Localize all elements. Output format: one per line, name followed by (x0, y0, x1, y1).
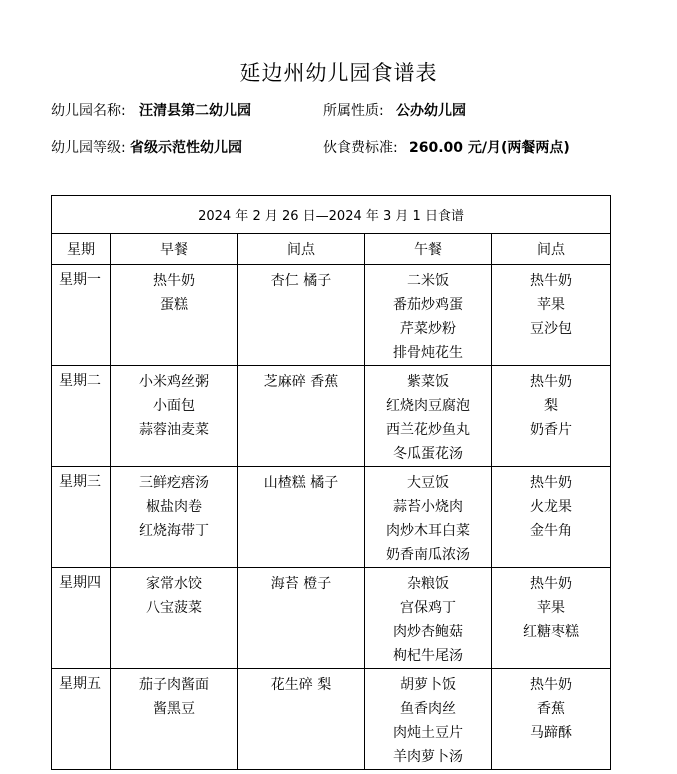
breakfast-cell (111, 366, 238, 467)
dish-item: 酱黑豆 (153, 701, 195, 717)
dish-item: 八宝菠菜 (146, 600, 202, 616)
meal-fee-value: 260.00 元/月(两餐两点) (409, 140, 570, 156)
day-cell: 星期二 (52, 366, 111, 467)
dish-item: 小面包 (153, 398, 195, 414)
dish-item: 苹果 (537, 600, 566, 616)
dish-item: 番茄炒鸡蛋 (393, 297, 463, 313)
table-row (52, 265, 611, 366)
ownership-type-value: 公办幼儿园 (396, 103, 466, 119)
dish-item: 二米饭 (407, 273, 449, 289)
breakfast-cell (111, 467, 238, 568)
dish-item: 宫保鸡丁 (400, 600, 456, 616)
dish-item: 蛋糕 (160, 297, 188, 313)
dish-item: 热牛奶 (530, 273, 573, 289)
kindergarten-name-label: 幼儿园名称: (51, 103, 126, 119)
header-lunch: 午餐 (365, 234, 492, 265)
header-morning-snack: 间点 (238, 234, 365, 265)
lunch-cell (365, 568, 492, 669)
afternoon-snack-cell (492, 669, 611, 770)
dish-item: 羊肉萝卜汤 (393, 749, 463, 765)
breakfast-cell (111, 669, 238, 770)
dish-item: 三鲜疙瘩汤 (139, 475, 209, 491)
table-row (52, 568, 611, 669)
dish-item: 奶香片 (530, 422, 573, 438)
page-title: 延边州幼儿园食谱表 (239, 61, 438, 85)
dish-item: 小米鸡丝粥 (139, 374, 209, 390)
table-caption-row (52, 196, 611, 234)
afternoon-snack-cell (492, 568, 611, 669)
dish-item: 热牛奶 (530, 475, 573, 491)
dish-item: 热牛奶 (153, 273, 195, 289)
table-caption: 2024 年 2 月 26 日—2024 年 3 月 1 日食谱 (52, 196, 611, 234)
dish-item: 家常水饺 (146, 576, 202, 592)
meal-fee-label: 伙食费标准: (323, 140, 398, 156)
dish-item: 杂粮饭 (407, 576, 449, 592)
dish-item: 红烧肉豆腐泡 (386, 398, 470, 414)
dish-item: 紫菜饭 (407, 374, 449, 390)
dish-item: 火龙果 (530, 499, 573, 515)
header-breakfast: 早餐 (111, 234, 238, 265)
dish-item: 排骨炖花生 (393, 345, 463, 361)
afternoon-snack-cell (492, 467, 611, 568)
dish-item: 枸杞牛尾汤 (393, 648, 463, 664)
dish-item: 热牛奶 (530, 677, 573, 693)
morning-snack-cell (238, 265, 365, 366)
day-cell: 星期五 (52, 669, 111, 770)
menu-table (51, 195, 611, 770)
table-header-row (52, 234, 611, 265)
morning-snack-cell (238, 366, 365, 467)
ownership-type-label: 所属性质: (323, 103, 384, 119)
dish-item: 香蕉 (537, 701, 566, 717)
dish-item: 杏仁 橘子 (270, 273, 332, 289)
dish-item: 胡萝卜饭 (400, 677, 456, 693)
dish-item: 梨 (544, 398, 559, 414)
day-cell: 星期三 (52, 467, 111, 568)
dish-item: 海苔 橙子 (270, 576, 332, 592)
header-day: 星期 (52, 234, 111, 265)
dish-item: 鱼香肉丝 (400, 701, 456, 717)
day-cell: 星期四 (52, 568, 111, 669)
dish-item: 大豆饭 (407, 475, 449, 491)
dish-item: 茄子肉酱面 (139, 677, 209, 693)
morning-snack-cell (238, 568, 365, 669)
kindergarten-level-label: 幼儿园等级: (51, 140, 126, 156)
breakfast-cell (111, 568, 238, 669)
lunch-cell (365, 467, 492, 568)
dish-item: 金牛角 (530, 523, 573, 539)
dish-item: 豆沙包 (530, 321, 573, 337)
lunch-cell (365, 265, 492, 366)
dish-item: 芹菜炒粉 (400, 321, 456, 337)
dish-item: 肉炖土豆片 (393, 725, 463, 741)
morning-snack-cell (238, 669, 365, 770)
dish-item: 奶香南瓜浓汤 (386, 547, 470, 563)
dish-item: 山楂糕 橘子 (263, 475, 339, 491)
table-row (52, 467, 611, 568)
afternoon-snack-cell (492, 366, 611, 467)
dish-item: 红糖枣糕 (523, 624, 580, 640)
dish-item: 热牛奶 (530, 374, 573, 390)
breakfast-cell (111, 265, 238, 366)
kindergarten-name-value: 汪清县第二幼儿园 (139, 103, 251, 119)
dish-item: 肉炒木耳白菜 (386, 523, 470, 539)
dish-item: 椒盐肉卷 (146, 499, 202, 515)
dish-item: 肉炒杏鲍菇 (393, 624, 463, 640)
dish-item: 蒜蓉油麦菜 (139, 422, 209, 438)
dish-item: 芝麻碎 香蕉 (263, 374, 339, 390)
day-cell: 星期一 (52, 265, 111, 366)
dish-item: 蒜苔小烧肉 (393, 499, 463, 515)
dish-item: 花生碎 梨 (270, 677, 332, 693)
table-row (52, 366, 611, 467)
table-row (52, 669, 611, 770)
dish-item: 热牛奶 (530, 576, 573, 592)
header-afternoon-snack: 间点 (492, 234, 611, 265)
afternoon-snack-cell (492, 265, 611, 366)
kindergarten-level-value: 省级示范性幼儿园 (130, 140, 242, 156)
dish-item: 冬瓜蛋花汤 (393, 446, 463, 462)
morning-snack-cell (238, 467, 365, 568)
dish-item: 马蹄酥 (530, 725, 573, 741)
dish-item: 西兰花炒鱼丸 (386, 422, 470, 438)
lunch-cell (365, 669, 492, 770)
dish-item: 苹果 (537, 297, 566, 313)
dish-item: 红烧海带丁 (139, 523, 209, 539)
lunch-cell (365, 366, 492, 467)
